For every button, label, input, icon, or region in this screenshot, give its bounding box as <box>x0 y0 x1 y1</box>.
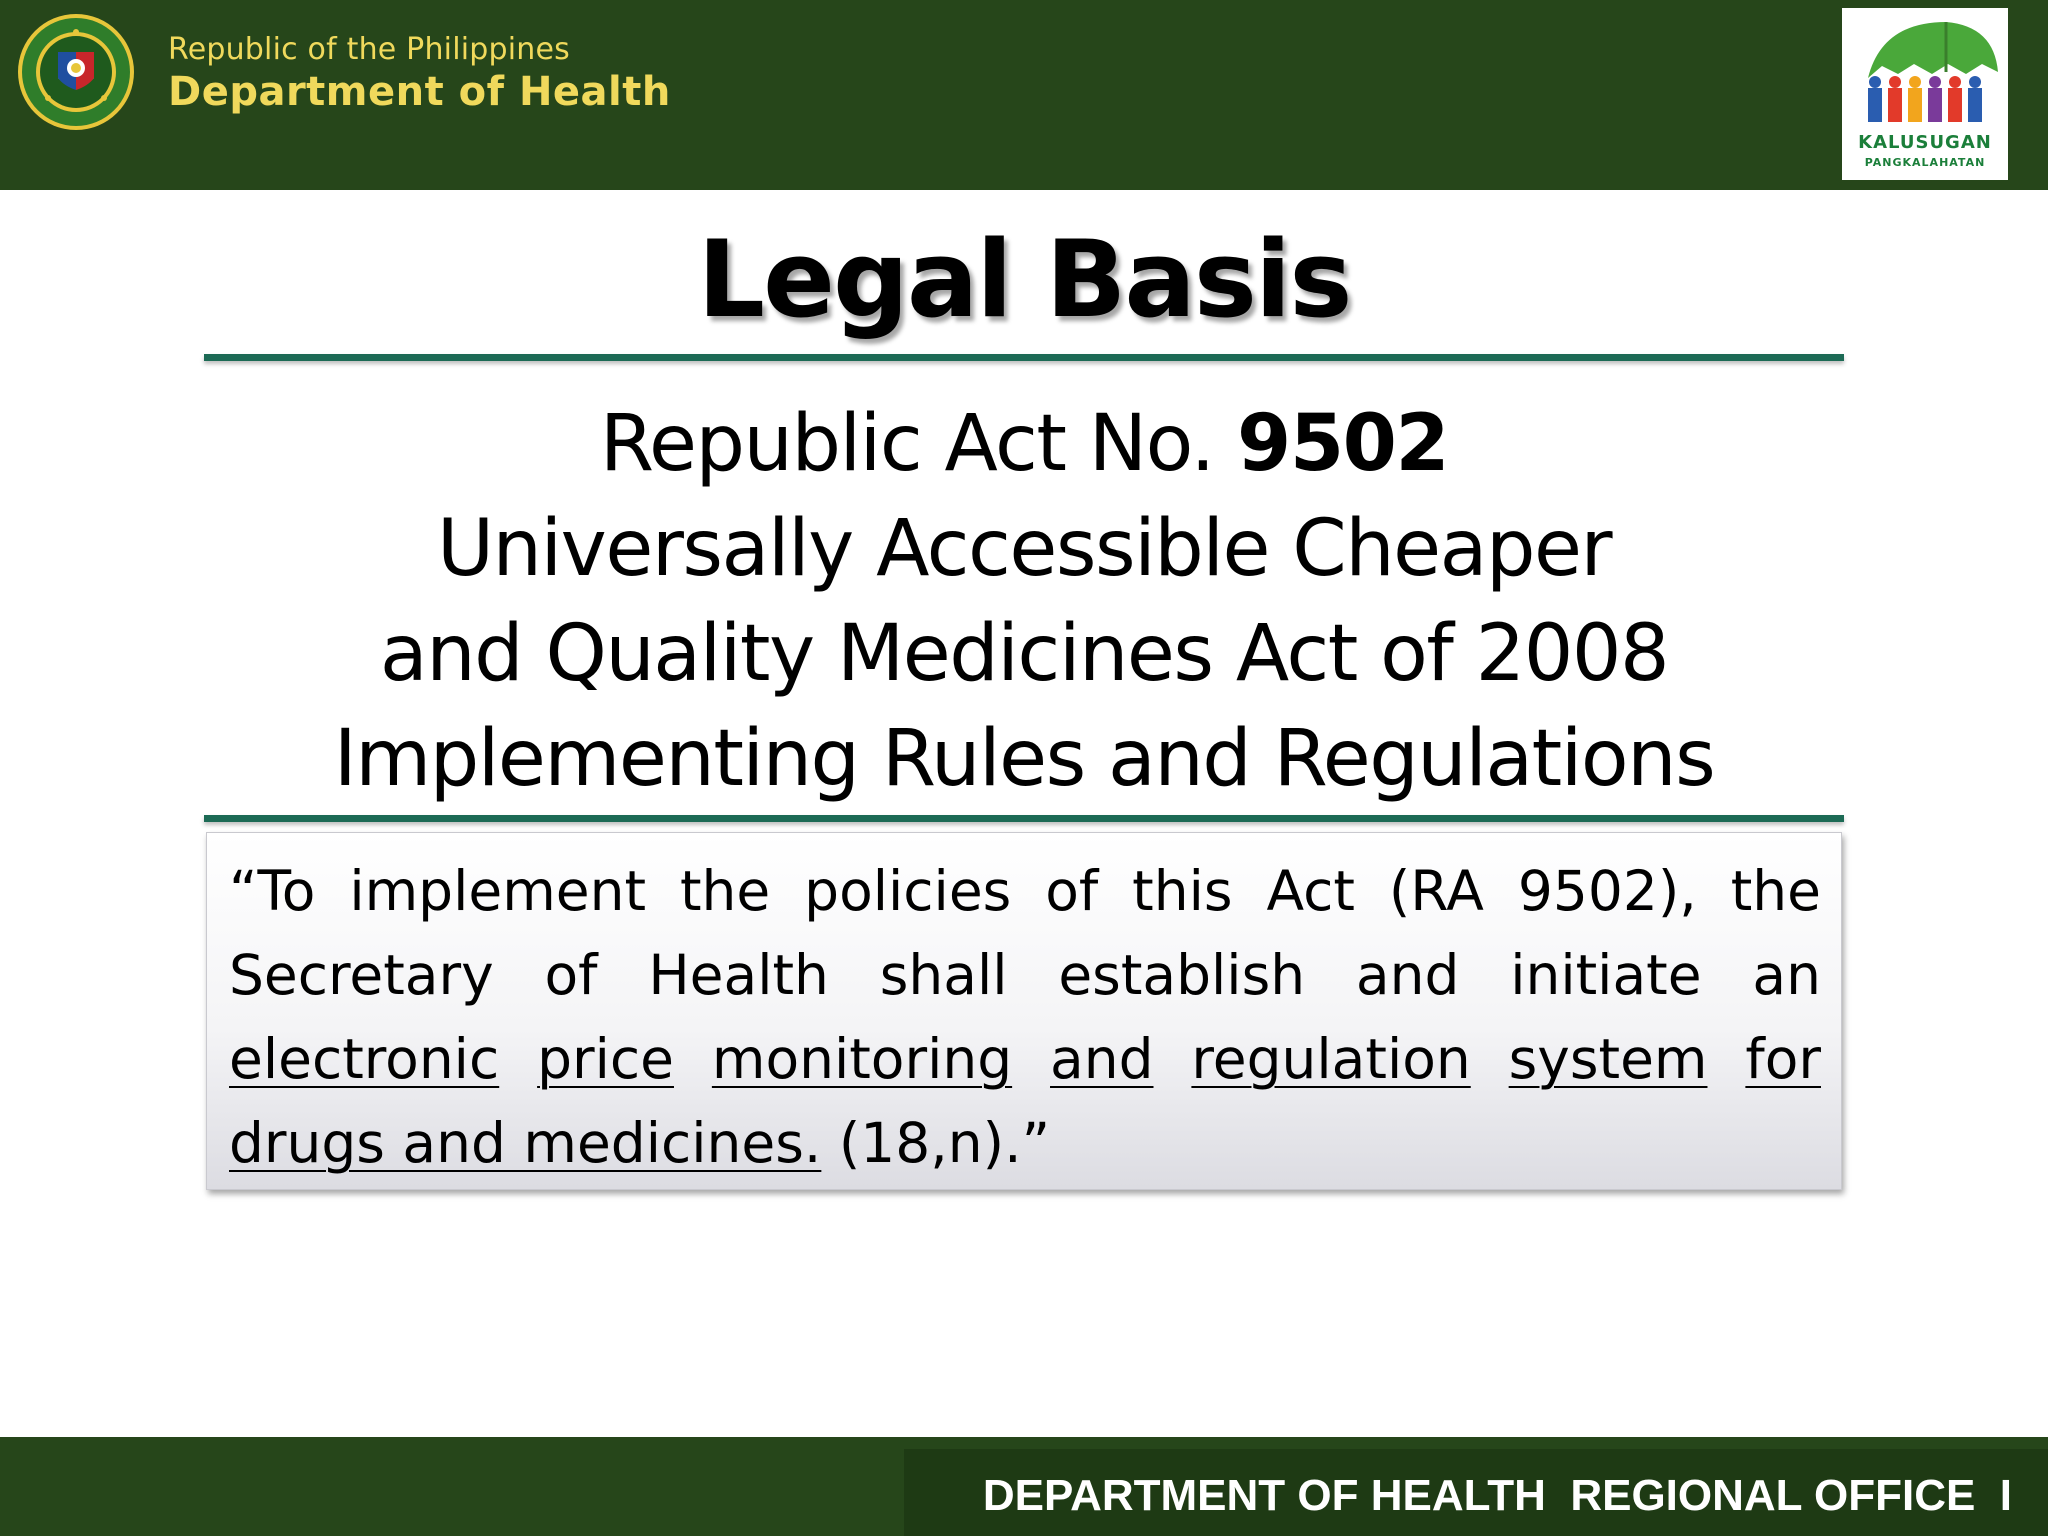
quote-text <box>229 849 1821 1185</box>
quote-word: the <box>1730 859 1821 923</box>
law-number-line <box>0 392 2048 497</box>
quote-word: initiate <box>1510 943 1702 1007</box>
quote-word: electronic <box>229 1027 500 1091</box>
quote-word: this <box>1132 859 1233 923</box>
quote-word: regulation <box>1191 1027 1471 1091</box>
org-country: Republic of the Philippines <box>168 32 571 67</box>
quote-word: Health <box>648 943 829 1007</box>
kalusugan-pangkalahatan-logo <box>1842 8 2008 180</box>
quote-word: the <box>679 859 771 923</box>
quote-line-1 <box>229 849 1821 933</box>
quote-word: implement <box>349 859 647 923</box>
quote-word: shall <box>879 943 1008 1007</box>
quote-line-2 <box>229 933 1821 1017</box>
org-department: Department of Health <box>168 69 671 115</box>
pangkalahatan-word: PANGKALAHATAN <box>1864 156 1986 169</box>
law-name-line-1: Universally Accessible Cheaper <box>436 504 1612 594</box>
quote-word: policies <box>804 859 1012 923</box>
law-number-prefix: Republic Act No. <box>599 399 1238 489</box>
header-bar <box>0 0 2048 190</box>
quote-word: 9502), <box>1517 859 1697 923</box>
quote-word: price <box>537 1027 674 1091</box>
quote-word: Secretary <box>229 943 494 1007</box>
quote-word: Act <box>1266 859 1355 923</box>
footer-bar <box>0 1437 2048 1536</box>
quote-word: establish <box>1058 943 1306 1007</box>
law-name-line-2: and Quality Medicines Act of 2008 <box>379 609 1669 699</box>
quote-word: and <box>1050 1027 1154 1091</box>
quote-word: monitoring <box>711 1027 1013 1091</box>
quote-box <box>206 832 1842 1190</box>
kalusugan-word: KALUSUGAN <box>1858 132 1992 153</box>
quote-line-3 <box>229 1017 1821 1101</box>
quote-citation: (18,n).” <box>821 1111 1051 1175</box>
title-divider <box>204 354 1844 361</box>
quote-underlined-phrase: drugs and medicines. <box>229 1111 822 1175</box>
organization-name <box>168 32 671 116</box>
quote-word: for <box>1745 1027 1821 1091</box>
slide-title: Legal Basis <box>697 218 1351 341</box>
law-number: 9502 <box>1237 399 1449 489</box>
quote-word: system <box>1508 1027 1708 1091</box>
law-irr-line: Implementing Rules and Regulations <box>333 714 1715 804</box>
quote-line-4 <box>229 1101 1821 1185</box>
quote-word: (RA <box>1388 859 1484 923</box>
quote-word: “To <box>229 859 316 923</box>
doh-seal-logo <box>16 12 136 132</box>
footer-label-panel <box>904 1449 2048 1536</box>
quote-word: and <box>1355 943 1460 1007</box>
quote-word: of <box>1045 859 1099 923</box>
quote-word: an <box>1752 943 1821 1007</box>
footer-text: DEPARTMENT OF HEALTH REGIONAL OFFICE I <box>982 1471 2012 1520</box>
subtitle-divider <box>204 815 1844 822</box>
quote-word: of <box>544 943 598 1007</box>
law-title-block <box>0 392 2048 812</box>
